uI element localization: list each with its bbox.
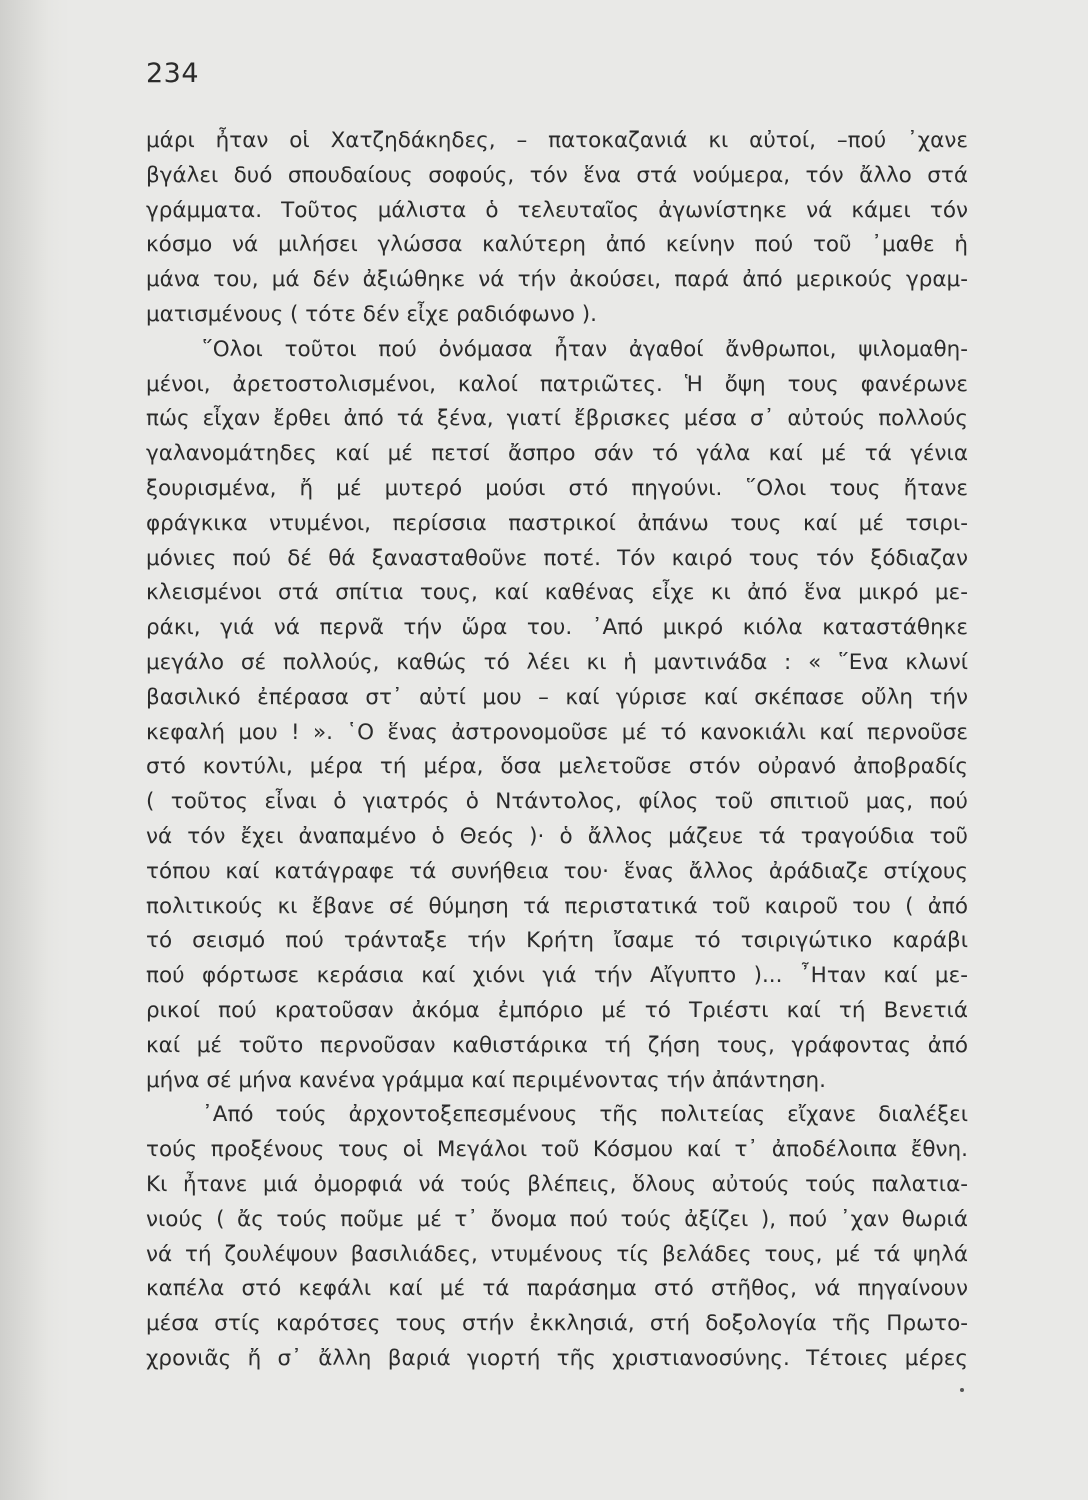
text-line: χρονιᾶς ἤ σ᾽ ἄλλη βαριά γιορτή τῆς χριστιανοσύνης. Τέτοιες μέρες (146, 1345, 968, 1371)
text-line: στό κοντύλι, μέρα τή μέρα, ὅσα μελετοῦσε στόν οὐρανό ἀποβραδίς (146, 754, 968, 780)
text-line: ξουρισμένα, ἤ μέ μυτερό μούσι στό πηγούνι. ῞Ολοι τους ἤτανε (146, 475, 968, 501)
text-line: νά τή ζουλέψουν βασιλιάδες, ντυμένους τίς βελάδες τους, μέ τά ψηλά (146, 1241, 968, 1267)
text-line: ῞Ολοι τοῦτοι πού ὀνόμασα ἦταν ἀγαθοί ἄνθρωποι, ψιλομαθη- (202, 336, 968, 362)
print-speck (960, 1388, 964, 1392)
text-line: γράμματα. Τοῦτος μάλιστα ὁ τελευταῖος ἀγωνίστηκε νά κάμει τόν (146, 197, 968, 223)
text-line: ᾽Από τούς ἀρχοντοξεπεσμένους τῆς πολιτείας εἴχανε διαλέξει (202, 1102, 968, 1128)
text-line: μάνα του, μά δέν ἀξιώθηκε νά τήν ἀκούσει, παρά ἀπό μερικούς γραμ- (146, 267, 968, 293)
text-line: νιούς ( ἄς τούς ποῦμε μέ τ᾽ ὄνομα πού τούς ἀξίζει ), πού ᾽χαν θωριά (146, 1206, 968, 1232)
text-line: ράκι, γιά νά περνᾶ τήν ὥρα του. ᾽Από μικρό κιόλα καταστάθηκε (146, 615, 968, 641)
text-line: τούς προξένους τους οἱ Μεγάλοι τοῦ Κόσμου καί τ᾽ ἀποδέλοιπα ἔθνη. (146, 1137, 968, 1163)
text-line: καί μέ τοῦτο περνοῦσαν καθιστάρικα τή ζήση τους, γράφοντας ἀπό (146, 1032, 968, 1058)
text-line: μόνιες πού δέ θά ξανασταθοῦνε ποτέ. Τόν καιρό τους τόν ξόδιαζαν (146, 545, 968, 571)
text-line: μάρι ἦταν οἱ Χατζηδάκηδες, – πατοκαζανιά κι αὐτοί, –πού ᾽χανε (146, 128, 968, 153)
text-line: τόπου καί κατάγραφε τά συνήθεια του· ἕνας ἄλλος ἀράδιαζε στίχους (146, 858, 968, 884)
text-line: βγάλει δυό σπουδαίους σοφούς, τόν ἕνα στά νούμερα, τόν ἄλλο στά (146, 162, 968, 188)
text-line: τό σεισμό πού τράνταξε τήν Κρήτη ἴσαμε τό τσιριγώτικο καράβι (146, 928, 968, 954)
text-line: ματισμένους ( τότε δέν εἶχε ραδιόφωνο ). (146, 301, 597, 327)
book-spine-shadow (0, 0, 70, 1500)
text-line: μέσα στίς καρότσες τους στήν ἐκκλησιά, στή δοξολογία τῆς Πρωτο- (146, 1311, 968, 1337)
text-line: κεφαλή μου ! ». ῾Ο ἕνας ἀστρονομοῦσε μέ τό κανοκιάλι καί περνοῦσε (146, 719, 968, 745)
text-line: πώς εἶχαν ἔρθει ἀπό τά ξένα, γιατί ἔβρισκες μέσα σ᾽ αὐτούς πολλούς (146, 406, 968, 432)
text-line: κόσμο νά μιλήσει γλώσσα καλύτερη ἀπό κείνην πού τοῦ ᾽μαθε ἡ (146, 232, 968, 258)
text-line: βασιλικό ἐπέρασα στ᾽ αὐτί μου – καί γύρισε καί σκέπασε οὔλη τήν (146, 684, 968, 710)
body-text (146, 124, 968, 1377)
text-line: γαλανομάτηδες καί μέ πετσί ἄσπρο σάν τό γάλα καί μέ τά γένια (146, 441, 968, 467)
text-line: πού φόρτωσε κεράσια καί χιόνι γιά τήν Αἴγυπτο )... ῏Ηταν καί με- (146, 963, 968, 989)
text-line: πολιτικούς κι ἔβανε σέ θύμηση τά περιστατικά τοῦ καιροῦ του ( ἀπό (146, 893, 968, 919)
text-line: κλεισμένοι στά σπίτια τους, καί καθένας εἶχε κι ἀπό ἕνα μικρό με- (146, 580, 968, 606)
page-number: 234 (146, 58, 200, 89)
text-line: καπέλα στό κεφάλι καί μέ τά παράσημα στό στῆθος, νά πηγαίνουν (146, 1276, 968, 1302)
text-line: νά τόν ἔχει ἀναπαμένο ὁ Θεός )· ὁ ἄλλος μάζευε τά τραγούδια τοῦ (146, 823, 968, 849)
text-line: ρικοί πού κρατοῦσαν ἀκόμα ἐμπόριο μέ τό Τριέστι καί τή Βενετιά (146, 997, 968, 1023)
text-line: μήνα σέ μήνα κανένα γράμμα καί περιμένοντας τήν ἀπάντηση. (146, 1067, 826, 1093)
text-line: μένοι, ἀρετοστολισμένοι, καλοί πατριῶτες. Ἡ ὄψη τους φανέρωνε (146, 371, 968, 397)
text-line: Κι ἦτανε μιά ὀμορφιά νά τούς βλέπεις, ὅλους αὐτούς τούς παλατια- (146, 1171, 968, 1197)
text-line: ( τοῦτος εἶναι ὁ γιατρός ὁ Ντάντολος, φίλος τοῦ σπιτιοῦ μας, πού (146, 789, 968, 815)
text-line: μεγάλο σέ πολλούς, καθώς τό λέει κι ἡ μαντινάδα : « ῞Ενα κλωνί (146, 649, 968, 675)
text-line: φράγκικα ντυμένοι, περίσσια παστρικοί ἀπάνω τους καί μέ τσιρι- (146, 510, 968, 536)
